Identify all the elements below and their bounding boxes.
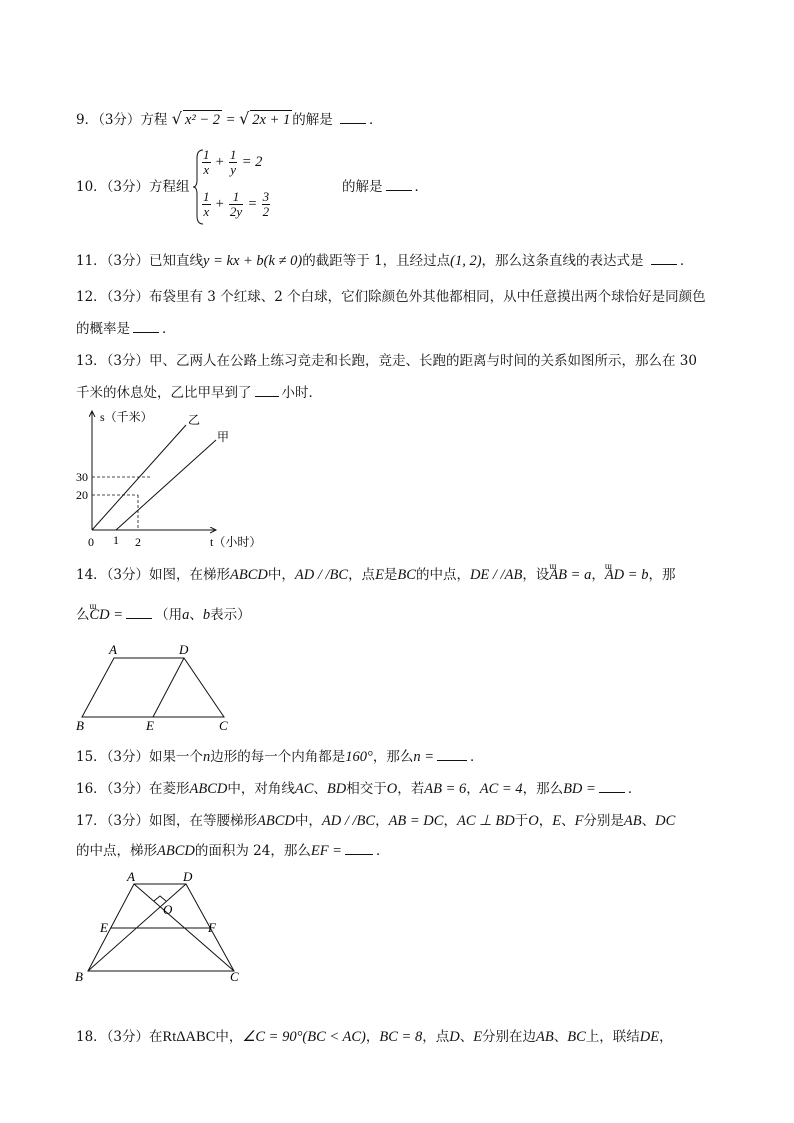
point-o: O <box>386 781 398 797</box>
vertex-a: A <box>127 869 135 884</box>
t: 14．（3分）如图，在梯形 <box>76 567 231 583</box>
t: （用 <box>155 607 183 623</box>
problem-14-line1 <box>76 566 675 584</box>
answer-blank <box>255 384 279 397</box>
rhombus-name: ABCD <box>189 781 228 797</box>
problem-17-line2 <box>76 842 389 860</box>
t: 的面积为 24，那么 <box>194 843 311 859</box>
tick-20-label: 20 <box>76 488 88 502</box>
problem-10-suffix-wrap <box>342 178 428 196</box>
t: 15．（3分）如果一个 <box>76 749 204 765</box>
t: 、 <box>313 781 327 797</box>
t: ，若 <box>397 781 425 797</box>
period: ． <box>414 179 428 195</box>
problem-12-line1: 12．（3分）布袋里有 3 个红球、2 个白球，它们除颜色外其他都相同，从中任意摸出两个球恰好是同颜色 <box>76 289 706 305</box>
problem-10-suffix: 的解是 <box>342 179 383 195</box>
t: 、 <box>553 1029 568 1045</box>
vertex-d: D <box>183 869 193 884</box>
equals: = <box>222 112 240 128</box>
vector-ad: ɯ AD <box>605 566 624 584</box>
vertex-b: B <box>75 969 83 984</box>
x-axis-label: t（小时） <box>210 535 262 549</box>
problem-12-text: 的概率是 <box>76 321 130 337</box>
origin-label: 0 <box>88 535 94 549</box>
answer-blank <box>651 252 677 265</box>
line-yi-label: 乙 <box>188 413 201 427</box>
system-eq2: $\frac{1}{x}$ + $\frac{1}{2y}$ = $\frac{3}{2}$ <box>203 189 270 219</box>
t: ，点 <box>348 567 376 583</box>
vector-a-eq: = a <box>567 567 592 583</box>
t: 中， <box>294 813 322 829</box>
point-o: O <box>528 813 539 829</box>
segment-de <box>153 658 184 717</box>
t: 16．（3分）在菱形 <box>76 781 190 797</box>
problem-13-line2 <box>76 384 322 402</box>
t: 么 <box>76 607 90 623</box>
vertex-d: D <box>179 642 189 657</box>
ac-value: AC = 4 <box>479 781 523 797</box>
vertex-c: C <box>230 969 239 984</box>
triangle-name: RtΔABC <box>162 1029 216 1045</box>
problem-9-prefix: 9．（3分）方程 <box>76 112 168 128</box>
angle-condition: ∠C = 90°(BC < AC) <box>242 1029 366 1045</box>
bd-equals: BD = <box>563 781 596 797</box>
equals: = <box>109 607 124 623</box>
vector-a: a <box>182 607 190 623</box>
vector-b-eq: = b <box>624 567 649 583</box>
line-jia <box>116 440 216 530</box>
period: ． <box>162 321 176 337</box>
point-e: E <box>552 813 562 829</box>
problem-9 <box>76 110 383 129</box>
vertex-e: E <box>146 718 154 733</box>
period: ． <box>369 112 383 128</box>
side-ab: AB <box>623 813 642 829</box>
vector-ab: ɯ AB <box>549 566 567 584</box>
line-formula: y = kx + b(k ≠ 0) <box>203 253 303 269</box>
t: 分别在边 <box>482 1029 537 1045</box>
diag-bd: BD <box>326 781 347 797</box>
diag-ac: AC <box>294 781 314 797</box>
t: 、 <box>561 813 575 829</box>
n-equals: n = <box>413 749 435 765</box>
problem-11-prefix: 11．（3分）已知直线 <box>76 253 204 269</box>
t: 18．（3分）在 <box>76 1029 163 1045</box>
side-bc: BC <box>567 1029 586 1045</box>
tick-2-label: 2 <box>135 535 141 549</box>
problem-17-line1 <box>76 812 675 830</box>
answer-blank <box>345 842 373 855</box>
t: 分别是 <box>583 813 624 829</box>
vector-cd: ɯ CD <box>90 606 110 624</box>
t: 、 <box>641 813 656 829</box>
t: 是 <box>383 567 398 583</box>
vertex-b: B <box>76 718 84 733</box>
period: ． <box>375 843 390 859</box>
t: 17．（3分）如图，在等腰梯形 <box>76 813 258 829</box>
answer-blank <box>126 606 152 619</box>
trapezoid-name: ABCD <box>157 843 195 859</box>
point-d: D <box>449 1029 460 1045</box>
line-jia-label: 甲 <box>217 430 230 444</box>
answer-blank <box>340 111 366 124</box>
tick-1-label: 1 <box>113 533 119 547</box>
answer-blank <box>599 780 625 793</box>
problem-11-suffix: ，那么这条直线的表达式是 <box>481 253 644 269</box>
parallel-1: AD / /BC <box>294 567 349 583</box>
vertex-f: F <box>208 920 216 935</box>
problem-13-line1: 13．（3分）甲、乙两人在公路上练习竞走和长跑，竞走、长跑的距离与时间的关系如图所示，那么在 30 <box>76 353 697 369</box>
t: 中， <box>267 567 295 583</box>
point-f: F <box>574 813 584 829</box>
problem-13-text: 千米的休息处，乙比甲早到了 <box>76 385 252 401</box>
trapezoid-name: ABCD <box>230 567 268 583</box>
bc-value: BC = 8 <box>379 1029 423 1045</box>
answer-blank <box>437 748 467 761</box>
figure-13-graph <box>76 405 296 555</box>
vertex-e: E <box>100 920 108 935</box>
t: 上，联结 <box>585 1029 640 1045</box>
n: n <box>203 749 211 765</box>
t: ，那么 <box>372 749 414 765</box>
vertex-o: O <box>163 902 173 917</box>
t: 、 <box>459 1029 474 1045</box>
point-e: E <box>375 567 384 583</box>
problem-14-line2 <box>76 606 251 624</box>
sqrt-right: √ 2x + 1 <box>239 109 291 128</box>
t: ，那 <box>648 567 676 583</box>
problem-18 <box>76 1028 673 1046</box>
figure-17-isosceles-trapezoid <box>72 866 252 986</box>
ef-equals: EF = <box>310 843 342 859</box>
t: 相交于 <box>346 781 387 797</box>
problem-10-prefix: 10．（3分）方程组 <box>76 179 190 195</box>
t: ，点 <box>422 1029 450 1045</box>
t: 于 <box>514 813 529 829</box>
figure-14-trapezoid <box>74 642 244 734</box>
perpendicular: AC ⊥ BD <box>456 813 515 829</box>
t: ， <box>375 813 389 829</box>
segment-de: DE <box>639 1029 660 1045</box>
problem-11-mid: 的截距等于 1，且经过点 <box>302 253 451 269</box>
t: 表示） <box>210 607 251 623</box>
t: ， <box>466 781 480 797</box>
t: 中，对角线 <box>227 781 295 797</box>
ab-value: AB = 6 <box>424 781 467 797</box>
t: ，那么 <box>522 781 564 797</box>
vertex-a: A <box>109 642 117 657</box>
point: (1, 2) <box>450 253 482 269</box>
t: ， <box>538 813 553 829</box>
problem-9-suffix: 的解是 <box>292 112 333 128</box>
line-yi <box>92 425 186 530</box>
t: ， <box>659 1029 673 1045</box>
parallel: AD / /BC <box>321 813 376 829</box>
problem-11 <box>76 252 693 270</box>
system-eq1: $\frac{1}{x}$ + $\frac{1}{y}$ = 2 <box>203 147 263 177</box>
t: 中， <box>215 1029 243 1045</box>
t: 、 <box>189 607 203 623</box>
answer-blank <box>386 178 412 191</box>
t: 边形的每一个内角都是 <box>210 749 346 765</box>
right-angle-mark <box>154 896 166 901</box>
angle-value: 160° <box>345 749 373 765</box>
point-e: E <box>473 1029 483 1045</box>
period: ． <box>627 781 642 797</box>
sqrt-left: √ x² − 2 <box>171 109 221 128</box>
ab-eq-dc: AB = DC <box>388 813 444 829</box>
answer-blank <box>133 320 159 333</box>
tick-30-label: 30 <box>76 470 88 484</box>
side-dc: DC <box>655 813 676 829</box>
trapezoid-outline <box>82 658 224 717</box>
period: ． <box>470 749 484 765</box>
vertex-c: C <box>219 718 228 733</box>
problem-15 <box>76 748 484 766</box>
t: 的中点， <box>415 567 470 583</box>
y-axis-label: s（千米） <box>100 410 153 424</box>
trapezoid-name: ABCD <box>257 813 295 829</box>
segment-bc: BC <box>397 567 416 583</box>
problem-13-end: 小时． <box>281 385 322 401</box>
period: ． <box>679 253 694 269</box>
t: ， <box>591 567 605 583</box>
t: ， <box>443 813 457 829</box>
parallel-2: DE / /AB <box>469 567 523 583</box>
problem-12-line2 <box>76 320 176 338</box>
t: ， <box>365 1029 380 1045</box>
problem-16 <box>76 780 641 798</box>
t: ，设 <box>522 567 550 583</box>
vector-b: b <box>202 607 211 623</box>
side-ab: AB <box>536 1029 554 1045</box>
t: 的中点，梯形 <box>76 843 157 859</box>
